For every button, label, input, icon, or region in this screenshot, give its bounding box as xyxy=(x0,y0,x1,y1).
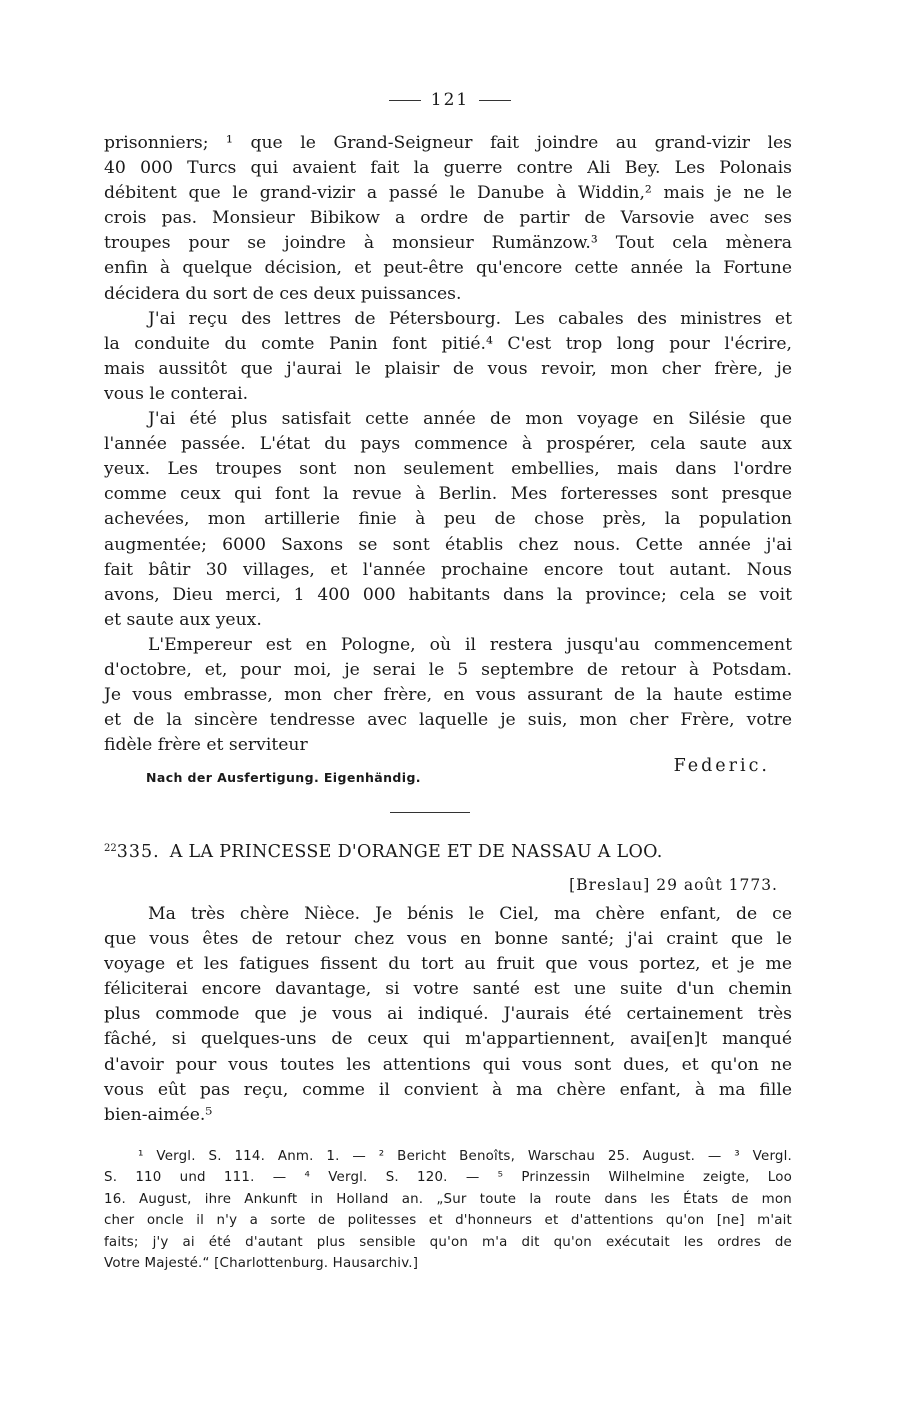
page-number-text: 121 xyxy=(430,90,470,110)
body-line: Je vous embrasse, mon cher frère, en vous assurant de la haute estime xyxy=(104,685,792,706)
body-line: L'Empereur est en Pologne, où il restera jusqu'au commencement xyxy=(148,634,792,655)
body-line: mais aussitôt que j'aurai le plaisir de vous revoir, mon cher frère, je xyxy=(104,358,792,379)
body-line: 40 000 Turcs qui avaient fait la guerre contre Ali Bey. Les Polonais xyxy=(104,158,792,179)
page-number-rule-left xyxy=(389,100,421,101)
footnote-line: 16. August, ihre Ankunft in Holland an. „Sur toute la route dans les États de mon xyxy=(104,1191,792,1207)
body-line: crois pas. Monsieur Bibikow a ordre de partir de Varsovie avec ses xyxy=(104,208,792,229)
letter-number-main: 335. xyxy=(116,842,160,862)
body-line: avons, Dieu merci, 1 400 000 habitants dans la province; cela se voit xyxy=(104,584,792,605)
signature: Federic. xyxy=(673,756,770,776)
body-line: yeux. Les troupes sont non seulement embellies, mais dans l'ordre xyxy=(104,459,792,480)
body-line: plus commode que je vous ai indiqué. J'aurais été certainement très xyxy=(104,1004,792,1025)
letter-2-body xyxy=(104,902,792,1128)
body-line: vous le conterai. xyxy=(104,383,249,404)
body-line: fidèle frère et serviteur xyxy=(104,735,308,756)
footnote-line: ¹ Vergl. S. 114. Anm. 1. — ² Bericht Benoîts, Warschau 25. August. — ³ Vergl. xyxy=(138,1149,792,1164)
page-number-rule-right xyxy=(479,100,511,101)
footnote-line: cher oncle il n'y a sorte de politesses et d'honneurs et d'attentions qu'on [ne] m'ait xyxy=(104,1213,792,1229)
body-line: et de la sincère tendresse avec laquelle je suis, mon cher Frère, votre xyxy=(104,710,792,731)
body-line: J'ai reçu des lettres de Pétersbourg. Les cabales des ministres et xyxy=(148,308,792,329)
letter-number xyxy=(104,842,160,862)
body-line: et saute aux yeux. xyxy=(104,609,262,630)
footnote-line: Votre Majesté.“ [Charlottenburg. Hausarchiv.] xyxy=(104,1255,419,1271)
body-line: vous eût pas reçu, comme il convient à ma chère enfant, à ma fille xyxy=(104,1079,792,1100)
body-line: prisonniers; ¹ que le Grand-Seigneur fait joindre au grand-vizir les xyxy=(104,133,792,153)
body-line: voyage et les fatigues fissent du tort au fruit que vous portez, et je me xyxy=(104,954,792,975)
body-line: J'ai été plus satisfait cette année de mon voyage en Silésie que xyxy=(148,409,792,430)
body-line: décidera du sort de ces deux puissances. xyxy=(104,283,462,304)
footnote-line: S. 110 und 111. — ⁴ Vergl. S. 120. — ⁵ Prinzessin Wilhelmine zeigte, Loo xyxy=(104,1170,792,1186)
footnote-line: faits; j'y ai été d'autant plus sensible qu'on m'a dit qu'on exécutait les ordres de xyxy=(104,1234,792,1250)
body-line: troupes pour se joindre à monsieur Rumänzow.³ Tout cela mènera xyxy=(104,233,792,254)
body-line: d'avoir pour vous toutes les attentions qui vous sont dues, et qu'on ne xyxy=(104,1054,792,1075)
signature-block xyxy=(104,756,792,790)
body-line: augmentée; 6000 Saxons se sont établis chez nous. Cette année j'ai xyxy=(104,534,792,555)
footnotes xyxy=(104,1146,792,1274)
body-line: fait bâtir 30 villages, et l'année prochaine encore tout autant. Nous xyxy=(104,559,792,580)
body-line: comme ceux qui font la revue à Berlin. Mes forteresses sont presque xyxy=(104,484,792,505)
body-line: Ma très chère Nièce. Je bénis le Ciel, ma chère enfant, de ce xyxy=(148,904,792,924)
body-line: débitent que le grand-vizir a passé le Danube à Widdin,² mais je ne le xyxy=(104,183,792,204)
letter-2-heading xyxy=(104,842,792,862)
source-note: Nach der Ausfertigung. Eigenhändig. xyxy=(146,770,421,785)
body-line: enfin à quelque décision, et peut-être qu'encore cette année la Fortune xyxy=(104,258,792,279)
body-line: bien-aimée.⁵ xyxy=(104,1104,213,1125)
body-line: la conduite du comte Panin font pitié.⁴ C'est trop long pour l'écrire, xyxy=(104,333,792,354)
body-line: l'année passée. L'état du pays commence à prospérer, cela saute aux xyxy=(104,434,792,455)
dateline: [Breslau] 29 août 1773. xyxy=(569,876,778,894)
section-divider xyxy=(390,812,470,813)
letter-heading-title: A LA PRINCESSE D'ORANGE ET DE NASSAU A LOO. xyxy=(169,842,663,862)
letter-number-prefix: 22 xyxy=(104,843,117,854)
body-line: fâché, si quelques-uns de ceux qui m'appartiennent, avai[en]t manqué xyxy=(104,1029,792,1050)
letter-1-body xyxy=(104,131,792,758)
body-line: achevées, mon artillerie finie à peu de chose près, la population xyxy=(104,509,792,530)
body-line: féliciterai encore davantage, si votre santé est une suite d'un chemin xyxy=(104,979,792,1000)
body-line: d'octobre, et, pour moi, je serai le 5 septembre de retour à Potsdam. xyxy=(104,659,792,680)
body-line: que vous êtes de retour chez vous en bonne santé; j'ai craint que le xyxy=(104,929,792,950)
page-number xyxy=(0,90,900,110)
